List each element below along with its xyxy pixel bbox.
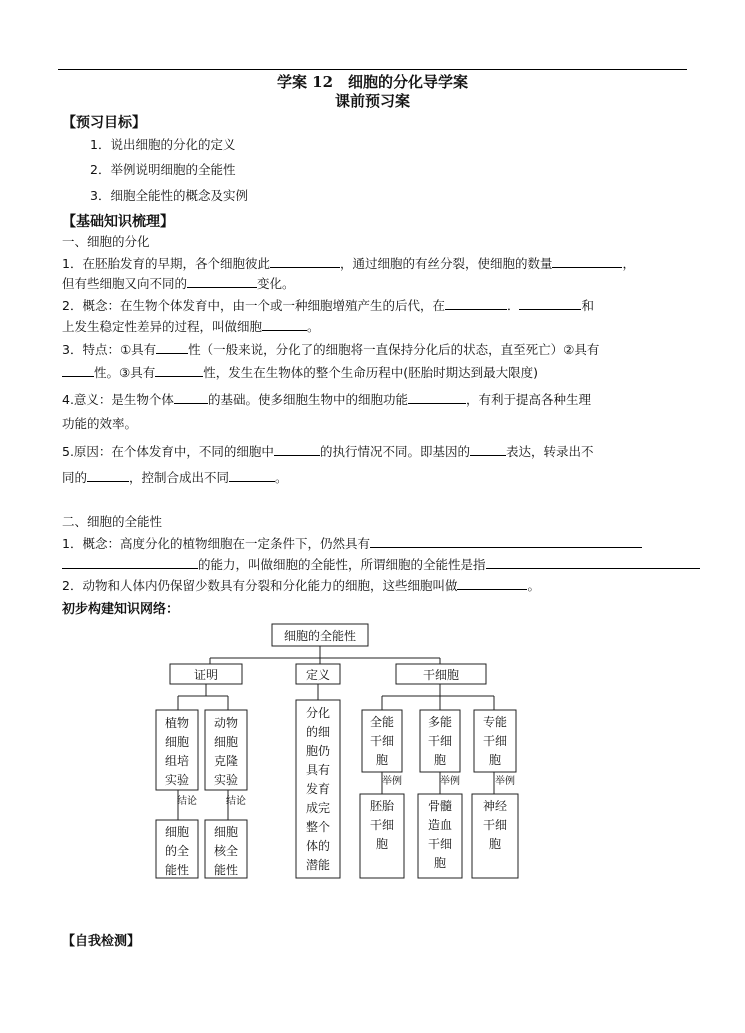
prove-method-label: 实验 — [213, 773, 239, 787]
prove-result-label: 核全 — [213, 844, 239, 858]
goal-item-3: 3．细胞全能性的概念及实例 — [90, 188, 248, 203]
stem-example-label: 胞 — [433, 856, 447, 870]
answer-blank[interactable] — [457, 577, 527, 590]
answer-blank[interactable] — [519, 297, 581, 310]
definition-text: 体的 — [305, 839, 331, 853]
part1-line-10: 同的 ，控制合成出不同 。 — [62, 470, 288, 485]
stem-type-label: 干细 — [482, 734, 508, 748]
stem-type-label: 全能 — [369, 715, 395, 729]
part1-line-4: 上发生稳定性差异的过程，叫做细胞 。 — [62, 319, 320, 334]
prove-result-label: 细胞 — [213, 825, 239, 839]
stem-type-label: 多能 — [427, 715, 453, 729]
answer-blank[interactable] — [174, 391, 208, 404]
part1-line-1: 1．在胚胎发育的早期，各个细胞彼此 ，通过细胞的有丝分裂，使细胞的数量 ， — [62, 256, 635, 271]
page-title: 学案 12 细胞的分化导学案 — [276, 73, 469, 91]
preview-goals-heading: 【预习目标】 — [62, 115, 146, 131]
definition-text: 具有 — [305, 763, 331, 777]
part1-line-6: 性。③具有 性，发生在生物体的整个生命历程中(胚胎时期达到最大限度) — [62, 364, 538, 381]
prove-method-label: 细胞 — [213, 735, 239, 749]
definition-text: 发育 — [305, 782, 331, 796]
example-label: 举例 — [440, 776, 460, 787]
basics-heading: 【基础知识梳理】 — [62, 214, 174, 230]
knowledge-network-diagram — [150, 620, 530, 882]
stem-example-label: 干细 — [427, 837, 453, 851]
part2-line-3: 2．动物和人体内仍保留少数具有分裂和分化能力的细胞，这些细胞叫做 。 — [62, 578, 540, 593]
stem-example-label: 干细 — [369, 818, 395, 832]
stem-example-label: 干细 — [482, 818, 508, 832]
branch-define-label: 定义 — [305, 668, 331, 682]
stem-type-label: 专能 — [482, 715, 508, 729]
root-label: 细胞的全能性 — [283, 629, 357, 643]
stem-type-label: 胞 — [375, 753, 389, 767]
answer-blank[interactable] — [370, 535, 642, 548]
part1-line-8: 功能的效率。 — [62, 416, 138, 431]
example-label: 举例 — [382, 776, 402, 787]
answer-blank[interactable] — [274, 443, 320, 456]
answer-blank[interactable] — [552, 255, 622, 268]
answer-blank[interactable] — [270, 255, 340, 268]
prove-method-label: 植物 — [164, 716, 190, 730]
stem-example-label: 胞 — [488, 837, 502, 851]
answer-blank[interactable] — [408, 391, 466, 404]
part1-line-2: 但有些细胞又向不同的 变化。 — [62, 276, 295, 291]
definition-text: 整个 — [305, 820, 331, 834]
stem-example-label: 骨髓 — [427, 799, 453, 813]
goal-item-2: 2．举例说明细胞的全能性 — [90, 162, 236, 177]
definition-text: 胞仍 — [305, 744, 331, 758]
definition-text: 的细 — [305, 725, 331, 739]
answer-blank[interactable] — [62, 556, 198, 569]
stem-type-label: 干细 — [369, 734, 395, 748]
self-check-heading: 【自我检测】 — [62, 934, 141, 949]
branch-stem-label: 干细胞 — [422, 668, 460, 682]
answer-blank[interactable] — [187, 275, 257, 288]
answer-blank[interactable] — [156, 341, 188, 354]
stem-example-label: 胚胎 — [369, 799, 395, 813]
stem-type-label: 胞 — [433, 753, 447, 767]
page-subtitle: 课前预习案 — [334, 92, 410, 110]
header-rule — [58, 69, 687, 70]
part1-line-7: 4.意义：是生物个体 的基础。使多细胞生物中的细胞功能 ，有利于提高各种生理 — [62, 392, 591, 407]
part1-line-3: 2．概念：在生物个体发育中，由一个或一种细胞增殖产生的后代，在 ． 和 — [62, 298, 594, 313]
prove-result-label: 的全 — [164, 844, 190, 858]
stem-type-label: 胞 — [488, 753, 502, 767]
part1-line-5: 3．特点：①具有 性（一般来说，分化了的细胞将一直保持分化后的状态，直至死亡）②具有 — [62, 342, 600, 357]
answer-blank[interactable] — [87, 469, 129, 482]
answer-blank[interactable] — [486, 556, 700, 569]
conclusion-label: 结论 — [226, 796, 246, 807]
part1-title: 一、细胞的分化 — [62, 234, 150, 249]
answer-blank[interactable] — [445, 297, 507, 310]
definition-text: 分化 — [305, 706, 331, 720]
definition-text: 潜能 — [305, 858, 331, 872]
prove-result-label: 细胞 — [164, 825, 190, 839]
stem-example-label: 造血 — [427, 818, 453, 832]
network-heading: 初步构建知识网络： — [62, 602, 180, 617]
answer-blank[interactable] — [155, 364, 203, 377]
conclusion-label: 结论 — [177, 796, 197, 807]
prove-method-label: 细胞 — [164, 735, 190, 749]
answer-blank[interactable] — [62, 364, 94, 377]
branch-prove-label: 证明 — [193, 668, 219, 682]
prove-method-label: 克隆 — [213, 754, 239, 768]
stem-type-label: 干细 — [427, 734, 453, 748]
stem-example-label: 胞 — [375, 837, 389, 851]
part1-line-9: 5.原因：在个体发育中，不同的细胞中 的执行情况不同。即基因的 表达，转录出不 — [62, 444, 594, 459]
prove-result-label: 能性 — [213, 863, 239, 877]
goal-item-1: 1．说出细胞的分化的定义 — [90, 137, 236, 152]
answer-blank[interactable] — [229, 469, 275, 482]
answer-blank[interactable] — [262, 318, 307, 331]
example-label: 举例 — [495, 776, 515, 787]
part2-title: 二、细胞的全能性 — [62, 514, 163, 529]
prove-method-label: 实验 — [164, 773, 190, 787]
prove-method-label: 组培 — [164, 754, 190, 768]
part2-line-2: 的能力，叫做细胞的全能性，所谓细胞的全能性是指 — [62, 556, 700, 573]
part2-line-1: 1．概念：高度分化的植物细胞在一定条件下，仍然具有 — [62, 535, 642, 552]
definition-text: 成完 — [305, 801, 331, 815]
prove-result-label: 能性 — [164, 863, 190, 877]
answer-blank[interactable] — [470, 443, 506, 456]
stem-example-label: 神经 — [482, 799, 508, 813]
prove-method-label: 动物 — [213, 716, 239, 730]
